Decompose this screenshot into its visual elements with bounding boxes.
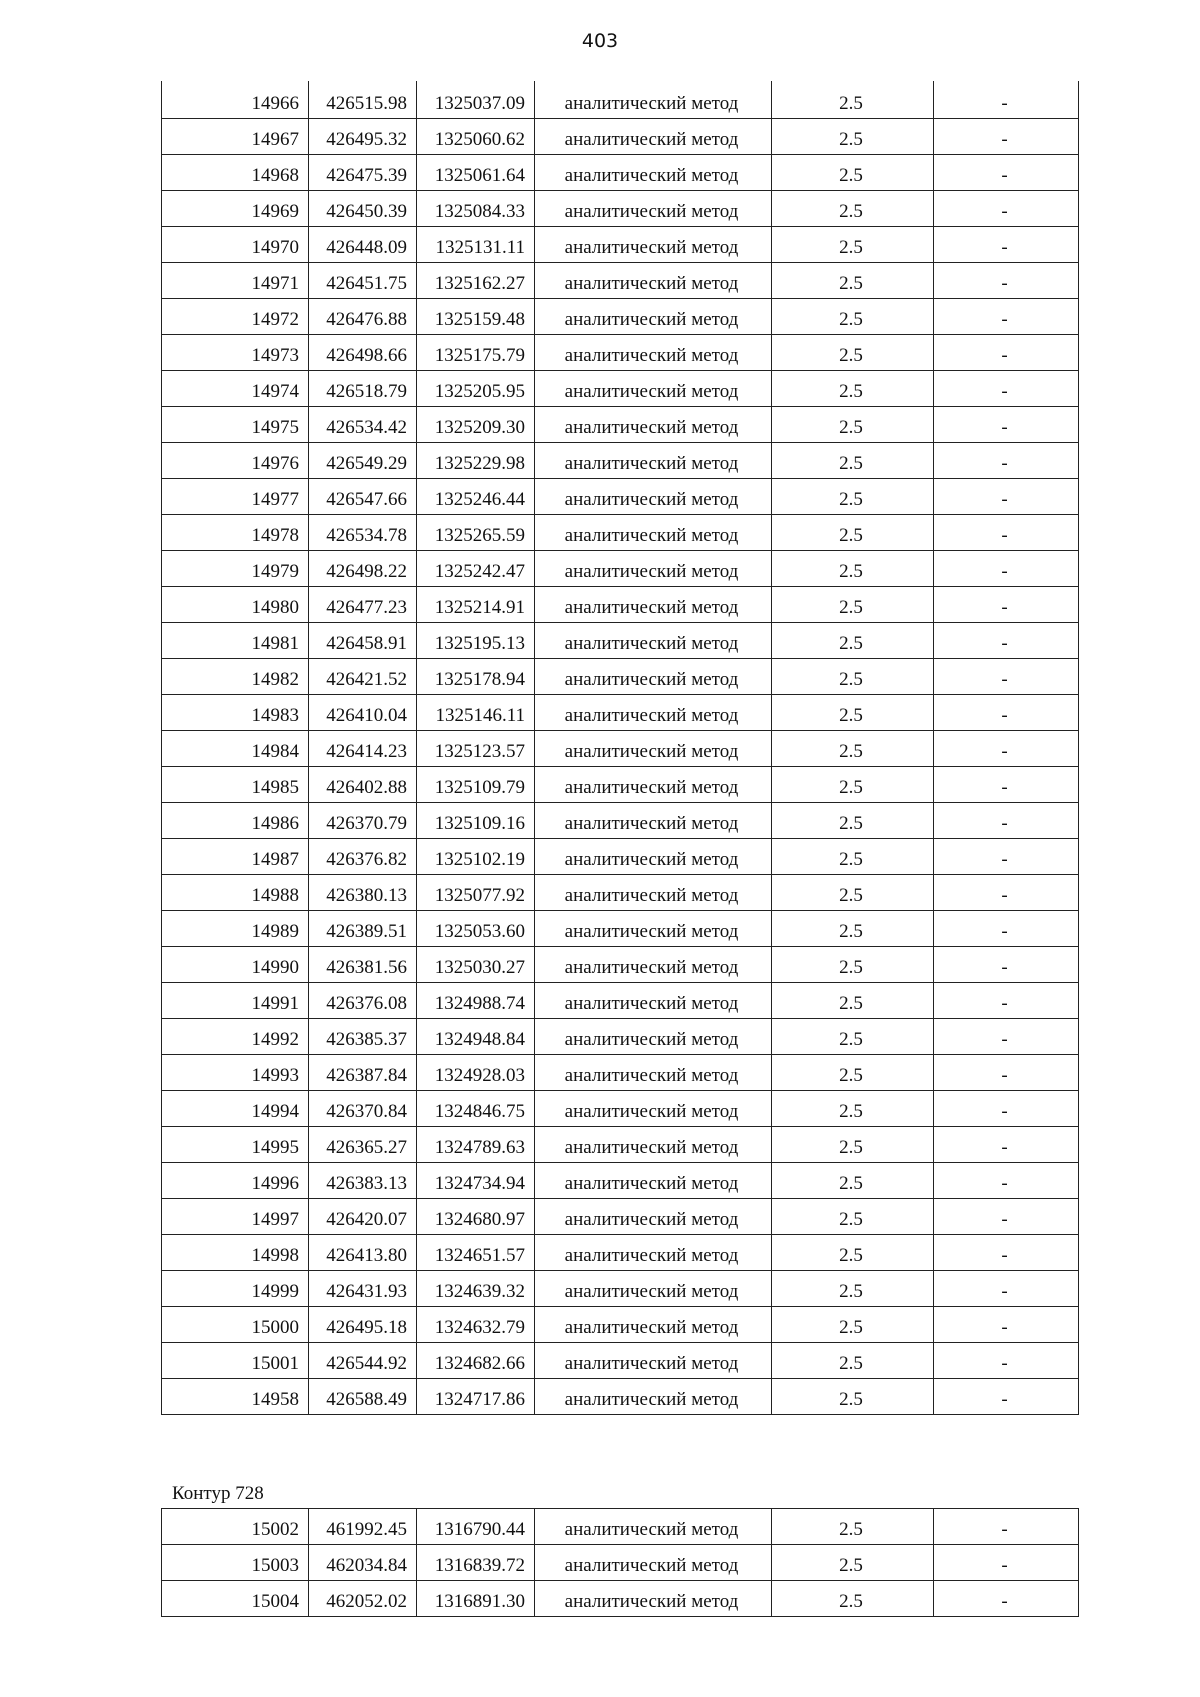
method-cell: аналитический метод: [535, 1054, 772, 1090]
point-number-cell: 14993: [162, 1054, 309, 1090]
method-cell: аналитический метод: [535, 1018, 772, 1054]
accuracy-cell: 2.5: [772, 1162, 934, 1198]
method-cell: аналитический метод: [535, 442, 772, 478]
method-cell: аналитический метод: [535, 730, 772, 766]
table-row: [162, 1545, 1079, 1581]
accuracy-cell: 2.5: [772, 622, 934, 658]
table-row: [162, 910, 1079, 946]
accuracy-cell: 2.5: [772, 118, 934, 154]
x-coordinate-cell: 426498.66: [309, 334, 417, 370]
method-cell: аналитический метод: [535, 946, 772, 982]
point-number-cell: 14983: [162, 694, 309, 730]
table-row: [162, 1306, 1079, 1342]
description-cell: -: [934, 262, 1079, 298]
point-number-cell: 15003: [162, 1545, 309, 1581]
method-cell: аналитический метод: [535, 370, 772, 406]
accuracy-cell: 2.5: [772, 442, 934, 478]
method-cell: аналитический метод: [535, 550, 772, 586]
table-row: [162, 550, 1079, 586]
x-coordinate-cell: 426370.84: [309, 1090, 417, 1126]
table-row: [162, 1054, 1079, 1090]
table-row: [162, 1378, 1079, 1414]
y-coordinate-cell: 1324680.97: [417, 1198, 535, 1234]
x-coordinate-cell: 426413.80: [309, 1234, 417, 1270]
accuracy-cell: 2.5: [772, 838, 934, 874]
method-cell: аналитический метод: [535, 298, 772, 334]
method-cell: аналитический метод: [535, 334, 772, 370]
y-coordinate-cell: 1324734.94: [417, 1162, 535, 1198]
x-coordinate-cell: 426365.27: [309, 1126, 417, 1162]
point-number-cell: 14973: [162, 334, 309, 370]
method-cell: аналитический метод: [535, 838, 772, 874]
point-number-cell: 14978: [162, 514, 309, 550]
table-row: [162, 838, 1079, 874]
method-cell: аналитический метод: [535, 1306, 772, 1342]
x-coordinate-cell: 426515.98: [309, 81, 417, 118]
description-cell: -: [934, 1581, 1079, 1617]
x-coordinate-cell: 426450.39: [309, 190, 417, 226]
y-coordinate-cell: 1325123.57: [417, 730, 535, 766]
y-coordinate-cell: 1325109.79: [417, 766, 535, 802]
accuracy-cell: 2.5: [772, 1054, 934, 1090]
accuracy-cell: 2.5: [772, 514, 934, 550]
contour-728-table: [161, 1508, 1079, 1617]
table-row: [162, 1090, 1079, 1126]
accuracy-cell: 2.5: [772, 190, 934, 226]
accuracy-cell: 2.5: [772, 802, 934, 838]
accuracy-cell: 2.5: [772, 334, 934, 370]
point-number-cell: 14999: [162, 1270, 309, 1306]
accuracy-cell: 2.5: [772, 1198, 934, 1234]
method-cell: аналитический метод: [535, 1126, 772, 1162]
accuracy-cell: 2.5: [772, 1090, 934, 1126]
description-cell: -: [934, 298, 1079, 334]
x-coordinate-cell: 426376.08: [309, 982, 417, 1018]
table-row: [162, 298, 1079, 334]
point-number-cell: 14987: [162, 838, 309, 874]
accuracy-cell: 2.5: [772, 910, 934, 946]
accuracy-cell: 2.5: [772, 1545, 934, 1581]
method-cell: аналитический метод: [535, 586, 772, 622]
description-cell: -: [934, 694, 1079, 730]
method-cell: аналитический метод: [535, 1342, 772, 1378]
method-cell: аналитический метод: [535, 910, 772, 946]
table-row: [162, 622, 1079, 658]
table-row: [162, 1234, 1079, 1270]
accuracy-cell: 2.5: [772, 298, 934, 334]
point-number-cell: 14980: [162, 586, 309, 622]
point-number-cell: 15002: [162, 1509, 309, 1545]
y-coordinate-cell: 1325214.91: [417, 586, 535, 622]
description-cell: -: [934, 406, 1079, 442]
point-number-cell: 14989: [162, 910, 309, 946]
y-coordinate-cell: 1325030.27: [417, 946, 535, 982]
description-cell: -: [934, 802, 1079, 838]
point-number-cell: 14958: [162, 1378, 309, 1414]
description-cell: -: [934, 118, 1079, 154]
description-cell: -: [934, 1509, 1079, 1545]
method-cell: аналитический метод: [535, 802, 772, 838]
x-coordinate-cell: 426451.75: [309, 262, 417, 298]
x-coordinate-cell: 426421.52: [309, 658, 417, 694]
table-row: [162, 694, 1079, 730]
accuracy-cell: 2.5: [772, 874, 934, 910]
method-cell: аналитический метод: [535, 1198, 772, 1234]
point-number-cell: 14981: [162, 622, 309, 658]
table-row: [162, 442, 1079, 478]
page-number: 403: [581, 30, 619, 52]
description-cell: -: [934, 1378, 1079, 1414]
accuracy-cell: 2.5: [772, 226, 934, 262]
method-cell: аналитический метод: [535, 514, 772, 550]
table-row: [162, 262, 1079, 298]
y-coordinate-cell: 1325205.95: [417, 370, 535, 406]
method-cell: аналитический метод: [535, 766, 772, 802]
description-cell: -: [934, 1270, 1079, 1306]
point-number-cell: 14971: [162, 262, 309, 298]
description-cell: -: [934, 190, 1079, 226]
x-coordinate-cell: 426498.22: [309, 550, 417, 586]
method-cell: аналитический метод: [535, 1090, 772, 1126]
method-cell: аналитический метод: [535, 622, 772, 658]
description-cell: -: [934, 982, 1079, 1018]
method-cell: аналитический метод: [535, 1545, 772, 1581]
y-coordinate-cell: 1325246.44: [417, 478, 535, 514]
x-coordinate-cell: 462052.02: [309, 1581, 417, 1617]
accuracy-cell: 2.5: [772, 946, 934, 982]
table-row: [162, 1270, 1079, 1306]
y-coordinate-cell: 1325131.11: [417, 226, 535, 262]
point-number-cell: 14984: [162, 730, 309, 766]
y-coordinate-cell: 1325109.16: [417, 802, 535, 838]
accuracy-cell: 2.5: [772, 550, 934, 586]
description-cell: -: [934, 658, 1079, 694]
accuracy-cell: 2.5: [772, 1342, 934, 1378]
point-number-cell: 14988: [162, 874, 309, 910]
y-coordinate-cell: 1325037.09: [417, 81, 535, 118]
x-coordinate-cell: 426458.91: [309, 622, 417, 658]
y-coordinate-cell: 1325195.13: [417, 622, 535, 658]
method-cell: аналитический метод: [535, 406, 772, 442]
table-row: [162, 730, 1079, 766]
method-cell: аналитический метод: [535, 1162, 772, 1198]
point-number-cell: 14991: [162, 982, 309, 1018]
y-coordinate-cell: 1324651.57: [417, 1234, 535, 1270]
description-cell: -: [934, 622, 1079, 658]
accuracy-cell: 2.5: [772, 766, 934, 802]
table-row: [162, 334, 1079, 370]
point-number-cell: 14972: [162, 298, 309, 334]
x-coordinate-cell: 426387.84: [309, 1054, 417, 1090]
accuracy-cell: 2.5: [772, 1018, 934, 1054]
y-coordinate-cell: 1324846.75: [417, 1090, 535, 1126]
point-number-cell: 14966: [162, 81, 309, 118]
method-cell: аналитический метод: [535, 81, 772, 118]
method-cell: аналитический метод: [535, 262, 772, 298]
x-coordinate-cell: 426380.13: [309, 874, 417, 910]
table-row: [162, 1198, 1079, 1234]
method-cell: аналитический метод: [535, 154, 772, 190]
x-coordinate-cell: 462034.84: [309, 1545, 417, 1581]
x-coordinate-cell: 426381.56: [309, 946, 417, 982]
x-coordinate-cell: 426376.82: [309, 838, 417, 874]
accuracy-cell: 2.5: [772, 1270, 934, 1306]
table-row: [162, 982, 1079, 1018]
y-coordinate-cell: 1325077.92: [417, 874, 535, 910]
description-cell: -: [934, 442, 1079, 478]
description-cell: -: [934, 1126, 1079, 1162]
description-cell: -: [934, 81, 1079, 118]
y-coordinate-cell: 1316790.44: [417, 1509, 535, 1545]
point-number-cell: 14970: [162, 226, 309, 262]
description-cell: -: [934, 874, 1079, 910]
y-coordinate-cell: 1324988.74: [417, 982, 535, 1018]
description-cell: -: [934, 514, 1079, 550]
description-cell: -: [934, 1234, 1079, 1270]
x-coordinate-cell: 426475.39: [309, 154, 417, 190]
x-coordinate-cell: 426518.79: [309, 370, 417, 406]
x-coordinate-cell: 426389.51: [309, 910, 417, 946]
table-row: [162, 154, 1079, 190]
y-coordinate-cell: 1324639.32: [417, 1270, 535, 1306]
method-cell: аналитический метод: [535, 190, 772, 226]
point-number-cell: 15001: [162, 1342, 309, 1378]
description-cell: -: [934, 910, 1079, 946]
point-number-cell: 14992: [162, 1018, 309, 1054]
x-coordinate-cell: 426383.13: [309, 1162, 417, 1198]
description-cell: -: [934, 1018, 1079, 1054]
point-number-cell: 14968: [162, 154, 309, 190]
method-cell: аналитический метод: [535, 478, 772, 514]
point-number-cell: 14979: [162, 550, 309, 586]
point-number-cell: 14967: [162, 118, 309, 154]
table-row: [162, 766, 1079, 802]
description-cell: -: [934, 1090, 1079, 1126]
point-number-cell: 14969: [162, 190, 309, 226]
method-cell: аналитический метод: [535, 1378, 772, 1414]
accuracy-cell: 2.5: [772, 1378, 934, 1414]
accuracy-cell: 2.5: [772, 694, 934, 730]
y-coordinate-cell: 1324789.63: [417, 1126, 535, 1162]
description-cell: -: [934, 1306, 1079, 1342]
accuracy-cell: 2.5: [772, 406, 934, 442]
y-coordinate-cell: 1325242.47: [417, 550, 535, 586]
y-coordinate-cell: 1325102.19: [417, 838, 535, 874]
y-coordinate-cell: 1325265.59: [417, 514, 535, 550]
description-cell: -: [934, 1198, 1079, 1234]
description-cell: -: [934, 334, 1079, 370]
y-coordinate-cell: 1316891.30: [417, 1581, 535, 1617]
point-number-cell: 14998: [162, 1234, 309, 1270]
accuracy-cell: 2.5: [772, 658, 934, 694]
accuracy-cell: 2.5: [772, 1126, 934, 1162]
accuracy-cell: 2.5: [772, 262, 934, 298]
method-cell: аналитический метод: [535, 1234, 772, 1270]
accuracy-cell: 2.5: [772, 370, 934, 406]
x-coordinate-cell: 426410.04: [309, 694, 417, 730]
x-coordinate-cell: 426420.07: [309, 1198, 417, 1234]
description-cell: -: [934, 946, 1079, 982]
point-number-cell: 14977: [162, 478, 309, 514]
y-coordinate-cell: 1325229.98: [417, 442, 535, 478]
description-cell: -: [934, 586, 1079, 622]
y-coordinate-cell: 1324682.66: [417, 1342, 535, 1378]
x-coordinate-cell: 426476.88: [309, 298, 417, 334]
method-cell: аналитический метод: [535, 1509, 772, 1545]
y-coordinate-cell: 1325175.79: [417, 334, 535, 370]
y-coordinate-cell: 1325209.30: [417, 406, 535, 442]
y-coordinate-cell: 1325084.33: [417, 190, 535, 226]
y-coordinate-cell: 1325060.62: [417, 118, 535, 154]
point-number-cell: 14986: [162, 802, 309, 838]
description-cell: -: [934, 766, 1079, 802]
point-number-cell: 14982: [162, 658, 309, 694]
x-coordinate-cell: 426402.88: [309, 766, 417, 802]
point-number-cell: 14975: [162, 406, 309, 442]
point-number-cell: 14996: [162, 1162, 309, 1198]
description-cell: -: [934, 370, 1079, 406]
description-cell: -: [934, 226, 1079, 262]
contour-label: Контур 728: [172, 1483, 264, 1504]
y-coordinate-cell: 1324632.79: [417, 1306, 535, 1342]
y-coordinate-cell: 1324948.84: [417, 1018, 535, 1054]
x-coordinate-cell: 426544.92: [309, 1342, 417, 1378]
x-coordinate-cell: 426495.18: [309, 1306, 417, 1342]
method-cell: аналитический метод: [535, 982, 772, 1018]
x-coordinate-cell: 426477.23: [309, 586, 417, 622]
y-coordinate-cell: 1325178.94: [417, 658, 535, 694]
x-coordinate-cell: 426448.09: [309, 226, 417, 262]
description-cell: -: [934, 838, 1079, 874]
method-cell: аналитический метод: [535, 118, 772, 154]
table-row: [162, 370, 1079, 406]
table-row: [162, 586, 1079, 622]
y-coordinate-cell: 1316839.72: [417, 1545, 535, 1581]
method-cell: аналитический метод: [535, 694, 772, 730]
table-row: [162, 946, 1079, 982]
point-number-cell: 14985: [162, 766, 309, 802]
x-coordinate-cell: 426547.66: [309, 478, 417, 514]
accuracy-cell: 2.5: [772, 1581, 934, 1617]
table-row: [162, 1018, 1079, 1054]
table-row: [162, 802, 1079, 838]
point-number-cell: 14995: [162, 1126, 309, 1162]
point-number-cell: 14990: [162, 946, 309, 982]
accuracy-cell: 2.5: [772, 81, 934, 118]
table-row: [162, 1509, 1079, 1545]
table-row: [162, 514, 1079, 550]
table-row: [162, 1581, 1079, 1617]
method-cell: аналитический метод: [535, 226, 772, 262]
description-cell: -: [934, 154, 1079, 190]
accuracy-cell: 2.5: [772, 730, 934, 766]
method-cell: аналитический метод: [535, 1581, 772, 1617]
coordinates-table: [161, 81, 1079, 1415]
table-row: [162, 81, 1079, 118]
method-cell: аналитический метод: [535, 658, 772, 694]
accuracy-cell: 2.5: [772, 1509, 934, 1545]
accuracy-cell: 2.5: [772, 1306, 934, 1342]
table-row: [162, 118, 1079, 154]
x-coordinate-cell: 426385.37: [309, 1018, 417, 1054]
accuracy-cell: 2.5: [772, 1234, 934, 1270]
y-coordinate-cell: 1324928.03: [417, 1054, 535, 1090]
accuracy-cell: 2.5: [772, 478, 934, 514]
accuracy-cell: 2.5: [772, 586, 934, 622]
x-coordinate-cell: 426534.42: [309, 406, 417, 442]
x-coordinate-cell: 461992.45: [309, 1509, 417, 1545]
y-coordinate-cell: 1325061.64: [417, 154, 535, 190]
point-number-cell: 14997: [162, 1198, 309, 1234]
method-cell: аналитический метод: [535, 1270, 772, 1306]
table-row: [162, 1126, 1079, 1162]
description-cell: -: [934, 1054, 1079, 1090]
x-coordinate-cell: 426431.93: [309, 1270, 417, 1306]
table-row: [162, 874, 1079, 910]
y-coordinate-cell: 1325053.60: [417, 910, 535, 946]
table-row: [162, 478, 1079, 514]
x-coordinate-cell: 426495.32: [309, 118, 417, 154]
x-coordinate-cell: 426588.49: [309, 1378, 417, 1414]
point-number-cell: 14976: [162, 442, 309, 478]
table-row: [162, 406, 1079, 442]
method-cell: аналитический метод: [535, 874, 772, 910]
description-cell: -: [934, 1545, 1079, 1581]
description-cell: -: [934, 1342, 1079, 1378]
x-coordinate-cell: 426370.79: [309, 802, 417, 838]
description-cell: -: [934, 1162, 1079, 1198]
point-number-cell: 14974: [162, 370, 309, 406]
y-coordinate-cell: 1325159.48: [417, 298, 535, 334]
y-coordinate-cell: 1325162.27: [417, 262, 535, 298]
y-coordinate-cell: 1325146.11: [417, 694, 535, 730]
table-row: [162, 1342, 1079, 1378]
table-row: [162, 226, 1079, 262]
table-row: [162, 190, 1079, 226]
accuracy-cell: 2.5: [772, 982, 934, 1018]
table-row: [162, 658, 1079, 694]
x-coordinate-cell: 426549.29: [309, 442, 417, 478]
table-row: [162, 1162, 1079, 1198]
x-coordinate-cell: 426414.23: [309, 730, 417, 766]
x-coordinate-cell: 426534.78: [309, 514, 417, 550]
description-cell: -: [934, 730, 1079, 766]
description-cell: -: [934, 550, 1079, 586]
point-number-cell: 15000: [162, 1306, 309, 1342]
point-number-cell: 14994: [162, 1090, 309, 1126]
y-coordinate-cell: 1324717.86: [417, 1378, 535, 1414]
description-cell: -: [934, 478, 1079, 514]
point-number-cell: 15004: [162, 1581, 309, 1617]
accuracy-cell: 2.5: [772, 154, 934, 190]
